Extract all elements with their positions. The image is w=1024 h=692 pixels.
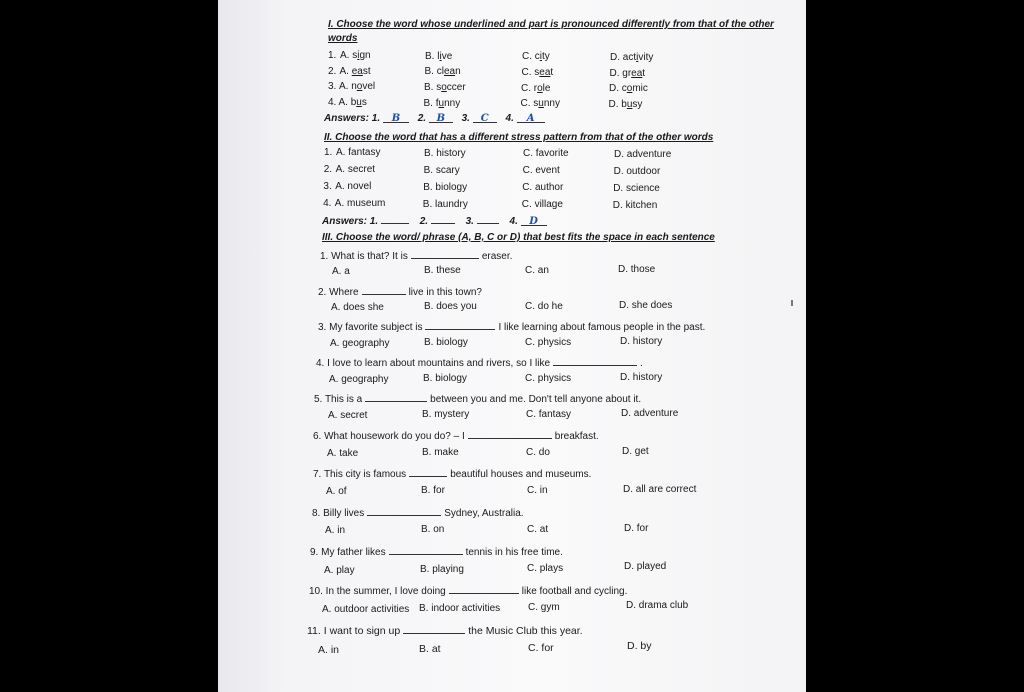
option-a[interactable]: A. outdoor activities <box>322 604 410 615</box>
worksheet-page <box>218 0 806 692</box>
question-1 <box>320 249 512 262</box>
question-text-end: Sydney, Australia. <box>444 508 524 519</box>
option-d[interactable]: D. by <box>627 640 652 653</box>
option-c[interactable]: C. for <box>528 641 554 654</box>
question-text: 9. My father likes <box>310 547 386 558</box>
answer-2[interactable] <box>431 214 455 224</box>
answer-2[interactable]: B <box>429 113 453 123</box>
underlined-part: u <box>538 98 544 110</box>
question-number: 2. <box>323 164 333 175</box>
answer-blank[interactable] <box>468 429 552 439</box>
option-text: vity <box>638 51 654 63</box>
option-b[interactable]: B. history <box>424 147 466 159</box>
option-a[interactable] <box>339 97 367 108</box>
underlined-part: u <box>356 97 362 109</box>
question-text-end: I like learning about famous people in the past. <box>498 322 706 333</box>
option-c[interactable]: C. village <box>521 199 563 210</box>
underlined-part: o <box>356 81 363 93</box>
option-text: B. f <box>423 97 439 109</box>
option-d[interactable] <box>610 68 646 79</box>
question-number: 2. <box>328 65 337 77</box>
question-text-end: eraser. <box>481 251 513 262</box>
question-11 <box>307 624 583 637</box>
option-text: le <box>542 82 551 94</box>
section2-answers: Answers: 1. 2. 3. 4. D <box>322 214 547 227</box>
answer-blank[interactable] <box>449 584 519 594</box>
option-a[interactable]: A. of <box>326 486 347 497</box>
underlined-part: ea <box>631 67 643 79</box>
option-d[interactable]: D. for <box>624 523 649 535</box>
option-text: D. c <box>609 83 627 95</box>
underlined-part: o <box>441 82 447 93</box>
option-text: A. b <box>338 97 357 109</box>
option-b[interactable]: B. laundry <box>422 198 468 210</box>
option-a[interactable]: A. in <box>325 525 346 536</box>
question-text: 8. Billy lives <box>312 508 365 519</box>
option-c[interactable] <box>522 51 550 62</box>
question-2 <box>318 285 482 298</box>
option-a[interactable]: A. play <box>324 565 355 576</box>
section1-answers: Answers: 1. B 2. B 3. C 4. A <box>324 113 545 124</box>
option-c[interactable]: C. physics <box>525 372 572 384</box>
answer-4[interactable]: A <box>517 113 545 123</box>
option-c[interactable]: C. do <box>526 446 550 458</box>
underlined-part: i <box>357 50 360 61</box>
answer-blank[interactable] <box>403 624 465 634</box>
option-text: A. s <box>340 50 358 61</box>
option-text: ty <box>542 51 550 63</box>
option-text: A. <box>339 65 352 77</box>
answer-blank[interactable] <box>362 285 406 295</box>
option-d[interactable]: D. adventure <box>621 408 679 420</box>
option-text: A. n <box>339 81 357 93</box>
option-a[interactable]: A. novel <box>335 181 372 192</box>
option-a[interactable] <box>340 66 371 77</box>
answer-blank[interactable] <box>367 506 441 516</box>
question-7 <box>313 467 591 480</box>
option-b[interactable]: B. biology <box>423 181 468 193</box>
question-number: 3. <box>328 81 337 93</box>
question-text-end: tennis in his free time. <box>465 547 563 558</box>
option-a[interactable]: A. secret <box>328 410 368 421</box>
question-text: 6. What housework do you do? – I <box>313 431 465 442</box>
underlined-part: i <box>539 51 543 63</box>
answer-4[interactable]: D <box>521 216 547 226</box>
question-text: 10. In the summer, I love doing <box>309 586 446 597</box>
option-b[interactable]: B. on <box>421 524 445 536</box>
option-b[interactable]: B. biology <box>423 373 467 385</box>
option-a[interactable]: A. museum <box>334 198 386 209</box>
option-text: vel <box>362 81 376 93</box>
underlined-part: i <box>636 51 639 63</box>
question-10 <box>309 584 627 597</box>
answer-3[interactable]: C <box>473 113 497 123</box>
option-b[interactable] <box>424 82 466 93</box>
option-b[interactable]: B. for <box>421 485 445 497</box>
option-d[interactable]: D. history <box>620 372 663 384</box>
underlined-part: ea <box>539 66 551 78</box>
underlined-part: o <box>626 83 633 95</box>
option-b[interactable]: B. mystery <box>422 409 470 421</box>
option-text: ccer <box>446 82 466 93</box>
question-text-end: breakfast. <box>554 431 599 442</box>
question-number: 1. <box>324 147 333 158</box>
answer-blank[interactable] <box>409 467 447 477</box>
option-b[interactable] <box>425 66 461 77</box>
answer-blank[interactable] <box>553 356 637 366</box>
option-c[interactable] <box>521 98 560 109</box>
option-c[interactable]: C. physics <box>525 336 572 348</box>
question-text-end: beautiful houses and museums. <box>450 469 592 480</box>
underlined-part: ea <box>443 66 456 78</box>
answer-3[interactable] <box>477 214 499 224</box>
question-text: 2. Where <box>318 287 359 298</box>
option-text: B. l <box>425 50 440 62</box>
option-c[interactable]: C. fantasy <box>526 408 572 420</box>
option-text: nny <box>543 98 560 110</box>
option-text: C. s <box>521 66 540 78</box>
option-text: st <box>362 65 371 77</box>
underlined-part: o <box>537 82 543 94</box>
option-text: B. s <box>424 82 442 93</box>
underlined-part: i <box>439 50 442 62</box>
option-c[interactable]: C. plays <box>527 562 564 574</box>
question-number: 1. <box>328 50 337 61</box>
option-text: ve <box>441 50 453 62</box>
underlined-part: u <box>626 98 633 110</box>
option-text: C. r <box>521 82 538 94</box>
option-b[interactable]: B. indoor activities <box>419 602 501 614</box>
question-4 <box>316 356 643 369</box>
question-9 <box>310 545 563 558</box>
underlined-part: ea <box>351 65 363 77</box>
question-number: 4. <box>328 97 337 109</box>
answer-blank[interactable] <box>425 320 495 330</box>
option-c[interactable]: C. favorite <box>523 148 569 159</box>
question-text: 11. I want to sign up <box>307 625 401 637</box>
option-d[interactable] <box>609 99 643 110</box>
question-5 <box>314 392 641 405</box>
question-text: 1. What is that? It is <box>320 251 408 262</box>
question-text-end: the Music Club this year. <box>468 625 583 637</box>
option-a[interactable]: A. in <box>318 644 340 656</box>
option-b[interactable]: B. make <box>422 447 459 459</box>
option-d[interactable] <box>610 52 653 63</box>
option-text: nny <box>444 97 461 109</box>
option-c[interactable] <box>521 83 550 94</box>
option-d[interactable]: D. history <box>620 336 663 348</box>
option-c[interactable]: C. do he <box>525 300 563 312</box>
option-c[interactable]: C. an <box>525 264 549 276</box>
question-6 <box>313 429 599 442</box>
answers-label: Answers: 1. <box>324 113 381 124</box>
option-b[interactable]: B. scary <box>423 164 460 176</box>
option-c[interactable] <box>522 67 554 78</box>
option-text: s <box>361 97 367 109</box>
question-text-end: . <box>640 358 643 369</box>
question-text-end: like football and cycling. <box>521 586 628 597</box>
paper-mark <box>791 300 793 306</box>
option-d[interactable]: D. adventure <box>614 148 672 160</box>
question-8 <box>312 506 524 519</box>
option-text: gn <box>359 50 371 61</box>
question-text-end: between you and me. Don't tell anyone about it. <box>430 394 642 405</box>
answer-1[interactable]: B <box>383 113 409 123</box>
option-text: C. s <box>520 98 539 110</box>
answer-blank[interactable] <box>365 392 427 402</box>
question-text-end: live in this town? <box>408 287 482 298</box>
answer-blank[interactable] <box>389 545 463 555</box>
option-text: sy <box>632 98 643 110</box>
option-text: n <box>455 66 461 78</box>
option-text: D. act <box>610 51 637 63</box>
question-text: 3. My favorite subject is <box>318 322 423 333</box>
option-a[interactable] <box>340 50 371 61</box>
option-text: mic <box>632 83 648 95</box>
option-c[interactable]: C. in <box>527 484 548 496</box>
option-d[interactable]: D. those <box>618 264 656 276</box>
option-b[interactable]: B. does you <box>424 301 477 313</box>
question-3 <box>318 320 705 333</box>
question-number: 4. <box>323 198 332 209</box>
option-c[interactable]: C. author <box>522 182 564 193</box>
option-d[interactable]: D. science <box>613 182 660 194</box>
option-text: t <box>550 66 554 78</box>
answer-blank[interactable] <box>411 249 479 259</box>
section2-title: II. Choose the word that has a different stress pattern from that of the other words <box>324 132 714 143</box>
option-a[interactable]: A. secret <box>335 164 376 175</box>
section1-title: I. Choose the word whose underlined and part is pronounced differently from that of the other <box>328 19 774 30</box>
option-d[interactable]: D. kitchen <box>612 199 658 211</box>
section1-title-cont: words <box>328 33 358 44</box>
question-number: 3. <box>323 181 332 192</box>
question-text: 7. This city is famous <box>313 469 407 480</box>
section3-title: III. Choose the word/ phrase (A, B, C or D) that best fits the space in each sentence <box>322 232 715 243</box>
option-b[interactable] <box>424 98 461 109</box>
answer-1[interactable] <box>381 214 409 224</box>
option-b[interactable]: B. playing <box>420 563 464 575</box>
question-text: 5. This is a <box>314 394 363 405</box>
option-a[interactable]: A. a <box>332 266 350 277</box>
option-text: D. b <box>608 98 627 110</box>
option-a[interactable]: A. take <box>327 448 359 459</box>
option-c[interactable]: C. gym <box>528 601 560 613</box>
option-a[interactable]: A. geography <box>330 338 390 349</box>
option-b[interactable]: B. at <box>419 642 441 655</box>
option-c[interactable]: C. event <box>522 165 560 176</box>
option-text: B. cl <box>424 66 444 78</box>
option-a[interactable] <box>339 81 375 92</box>
option-a[interactable]: A. geography <box>329 374 389 385</box>
option-d[interactable] <box>609 83 648 94</box>
option-a[interactable]: A. does she <box>331 302 384 313</box>
option-a[interactable]: A. fantasy <box>336 147 381 158</box>
option-d[interactable]: D. played <box>624 561 667 573</box>
option-b[interactable] <box>425 51 452 62</box>
option-d[interactable]: D. get <box>622 446 649 458</box>
option-text: C. c <box>522 51 540 63</box>
underlined-part: u <box>438 97 445 109</box>
option-c[interactable]: C. at <box>527 523 549 535</box>
option-text: t <box>642 67 646 79</box>
question-text: 4. I love to learn about mountains and rivers, so I like <box>316 358 551 369</box>
option-text: D. gr <box>609 67 632 79</box>
option-b[interactable]: B. biology <box>424 337 468 349</box>
option-d[interactable]: D. she does <box>619 300 673 312</box>
option-d[interactable]: D. all are correct <box>623 484 697 496</box>
option-b[interactable]: B. these <box>424 265 461 277</box>
option-d[interactable]: D. drama club <box>626 600 689 612</box>
option-d[interactable]: D. outdoor <box>613 165 661 177</box>
